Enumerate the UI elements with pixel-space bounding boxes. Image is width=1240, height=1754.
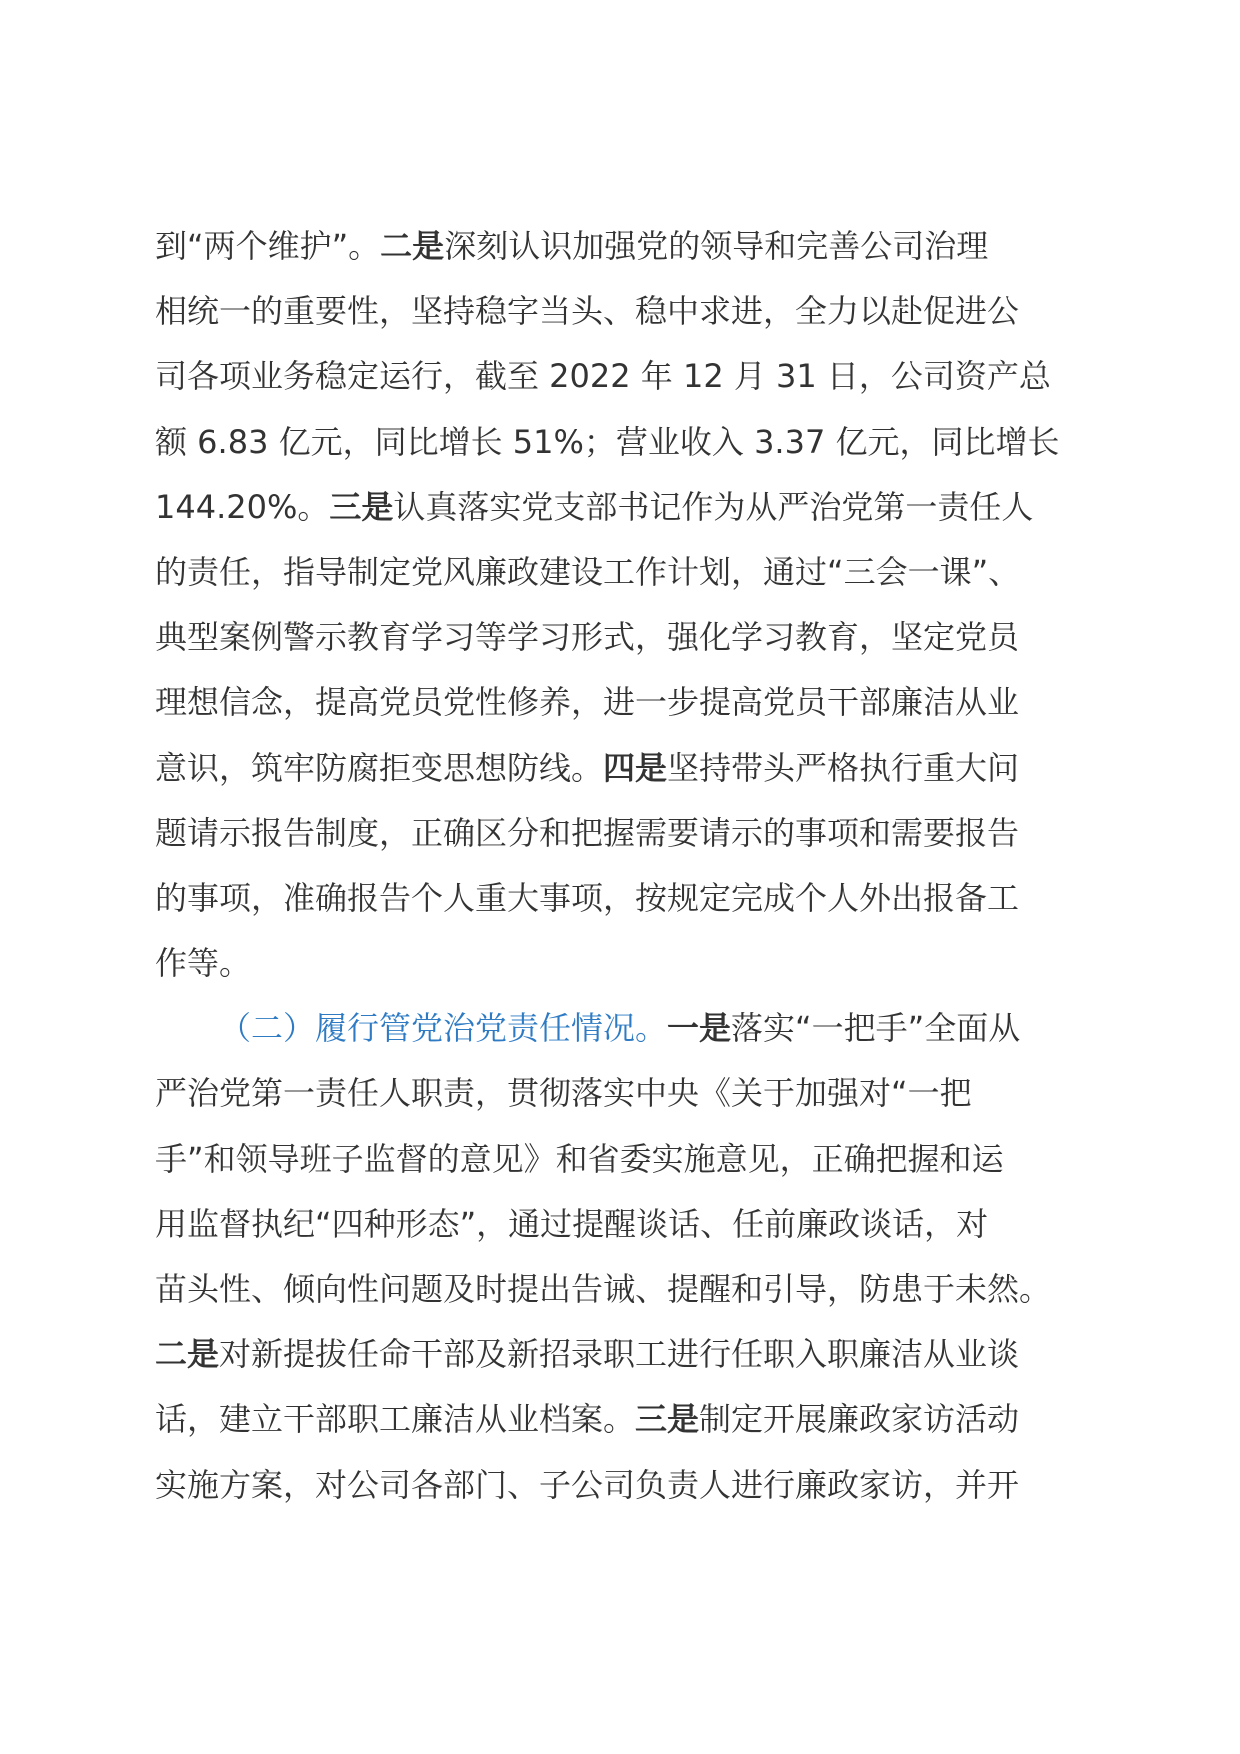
text-line (155, 1061, 1095, 1126)
text-run: 144.20%。 (155, 487, 330, 526)
text-run: 落实“一把手”全面从 (731, 1009, 1021, 1048)
text-run: 用监督执纪“四种形态”，通过提醒谈话、任前廉政谈话，对 (155, 1204, 989, 1243)
text-line (155, 801, 1095, 866)
text-run: 题请示报告制度，正确区分和把握需要请示的事项和需要报告 (155, 813, 1020, 852)
text-line (155, 736, 1095, 801)
text-line (155, 1192, 1095, 1257)
text-line (155, 279, 1095, 344)
bold-run: 二是 (380, 227, 445, 265)
text-run: 制定开展廉政家访活动 (699, 1400, 1020, 1439)
text-line (155, 931, 1095, 996)
text-line (155, 605, 1095, 670)
text-run: 意识，筑牢防腐拒变思想防线。 (155, 748, 604, 787)
text-run: 实施方案，对公司各部门、子公司负责人进行廉政家访，并开 (155, 1465, 1020, 1504)
text-line (155, 670, 1095, 735)
text-run: 额 6.83 亿元，同比增长 51%；营业收入 3.37 亿元，同比增长 (155, 422, 1060, 461)
text-run: 对新提拔任命干部及新招录职工进行任职入职廉洁从业谈 (219, 1335, 1020, 1374)
text-line (155, 1322, 1095, 1387)
text-run: 坚持带头严格执行重大问 (667, 748, 1020, 787)
text-run: 手”和领导班子监督的意见》和省委实施意见，正确把握和运 (155, 1139, 1004, 1178)
text-line (155, 1127, 1095, 1192)
section-heading: （二）履行管党治党责任情况。 (219, 1009, 668, 1048)
bold-run: 三是 (635, 1400, 700, 1439)
text-run: 的责任，指导制定党风廉政建设工作计划，通过“三会一课”、 (155, 552, 1021, 591)
bold-run: 三是 (329, 487, 394, 526)
text-run: 典型案例警示教育学习等学习形式，强化学习教育，坚定党员 (155, 618, 1020, 657)
text-line (155, 1453, 1095, 1518)
text-run: 认真落实党支部书记作为从严治党第一责任人 (393, 487, 1034, 526)
text-line (155, 540, 1095, 605)
text-line (155, 344, 1095, 409)
bold-run: 四是 (603, 748, 668, 787)
text-run: 司各项业务稳定运行，截至 2022 年 12 月 31 日，公司资产总 (155, 357, 1051, 396)
text-run: 苗头性、倾向性问题及时提出告诫、提醒和引导，防患于未然。 (155, 1270, 1052, 1308)
text-line (155, 866, 1095, 931)
text-run: 话，建立干部职工廉洁从业档案。 (155, 1400, 636, 1439)
text-run: 深刻认识加强党的领导和完善公司治理 (444, 227, 989, 265)
text-line (155, 1387, 1095, 1452)
text-line (155, 410, 1095, 475)
text-run: 作等。 (155, 944, 252, 983)
text-run: 相统一的重要性，坚持稳字当头、稳中求进，全力以赴促进公 (155, 292, 1020, 331)
text-line (155, 214, 1095, 279)
text-run: 严治党第一责任人职责，贯彻落实中央《关于加强对“一把 (155, 1074, 972, 1113)
bold-run: 二是 (155, 1335, 220, 1374)
text-run: 的事项，准确报告个人重大事项，按规定完成个人外出报备工 (155, 878, 1020, 917)
text-line (155, 475, 1095, 540)
body-text (155, 214, 1095, 1518)
section-heading-line (155, 996, 1095, 1061)
bold-run: 一是 (667, 1009, 732, 1048)
text-run: 理想信念，提高党员党性修养，进一步提高党员干部廉洁从业 (155, 683, 1020, 722)
text-run: 到“两个维护”。 (155, 227, 381, 265)
text-line (155, 1257, 1095, 1322)
